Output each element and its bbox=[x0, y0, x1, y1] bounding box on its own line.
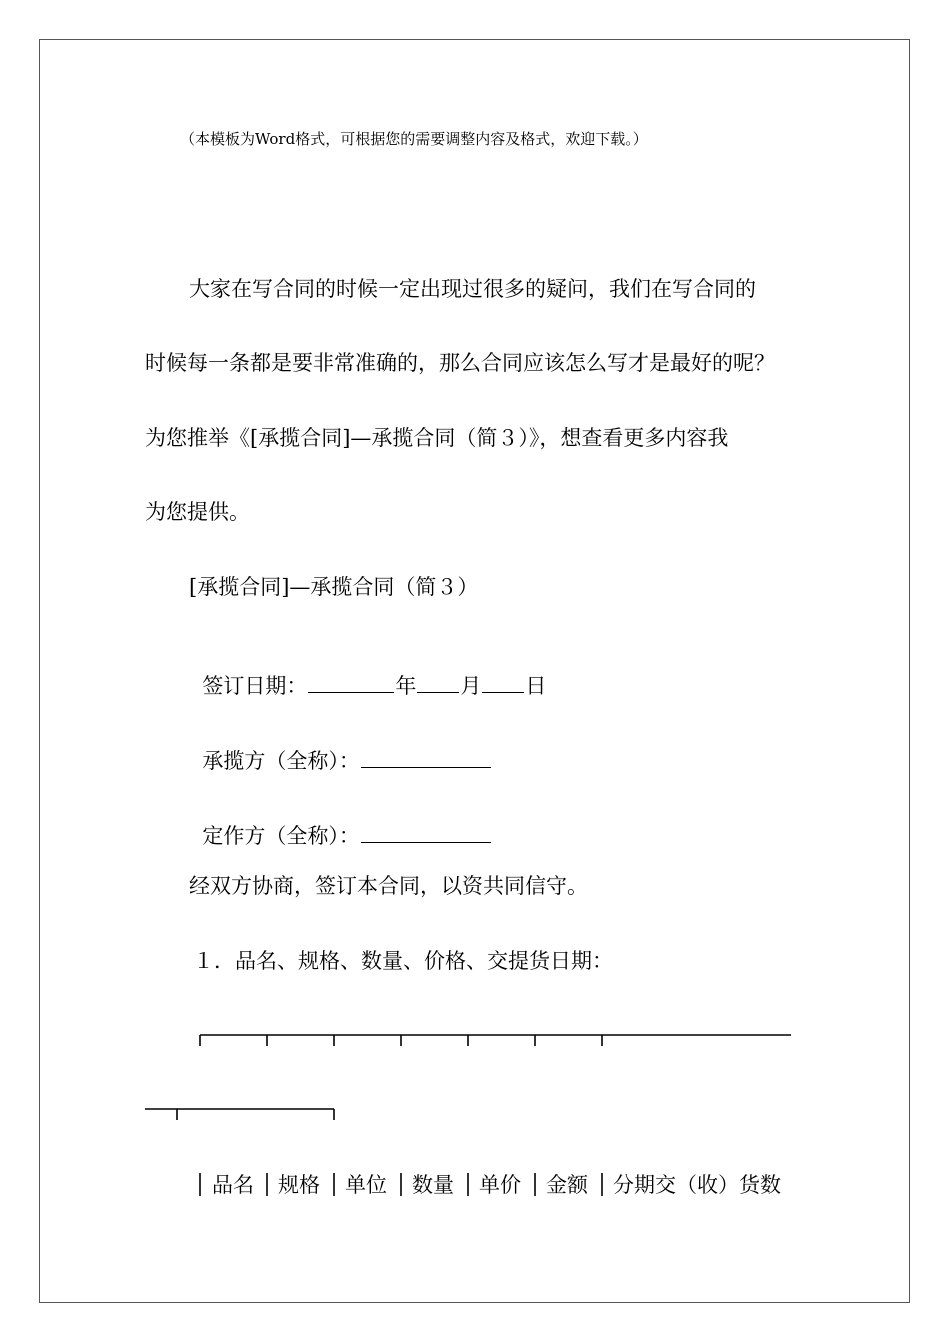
orderer-label: 定作方（全称）： bbox=[202, 824, 360, 848]
clause-1: １．品名、规格、数量、价格、交提货日期： bbox=[193, 949, 613, 973]
agreement-text: 经双方协商，签订本合同，以资共同信守。 bbox=[189, 874, 588, 898]
day-label: 日 bbox=[525, 674, 547, 698]
table-header-6: 金额 bbox=[546, 1173, 588, 1197]
table-header-3: 单位 bbox=[345, 1173, 387, 1197]
intro-line-1: 大家在写合同的时候一定出现过很多的疑问，我们在写合同的 bbox=[189, 277, 756, 301]
table-header-2: 规格 bbox=[278, 1173, 320, 1197]
intro-line-3: 为您推举《[承揽合同]—承揽合同（简３）》，想查看更多内容我 bbox=[145, 426, 729, 450]
sign-date-label: 签订日期： bbox=[202, 674, 308, 698]
table-header-7: 分期交（收）货数 bbox=[613, 1173, 781, 1197]
month-label: 月 bbox=[460, 674, 482, 698]
contract-title: [承揽合同]—承揽合同（简３） bbox=[189, 575, 479, 599]
table-header-1: 品名 bbox=[212, 1173, 254, 1197]
intro-line-4: 为您提供。 bbox=[145, 500, 250, 524]
template-note: （本模板为Word格式，可根据您的需要调整内容及格式，欢迎下载。） bbox=[180, 130, 648, 148]
table-header-4: 数量 bbox=[412, 1173, 454, 1197]
intro-line-2: 时候每一条都是要非常准确的，那么合同应该怎么写才是最好的呢？ bbox=[145, 351, 775, 375]
contractor-label: 承揽方（全称）： bbox=[202, 749, 360, 773]
year-label: 年 bbox=[395, 674, 417, 698]
table-header-5: 单价 bbox=[479, 1173, 521, 1197]
